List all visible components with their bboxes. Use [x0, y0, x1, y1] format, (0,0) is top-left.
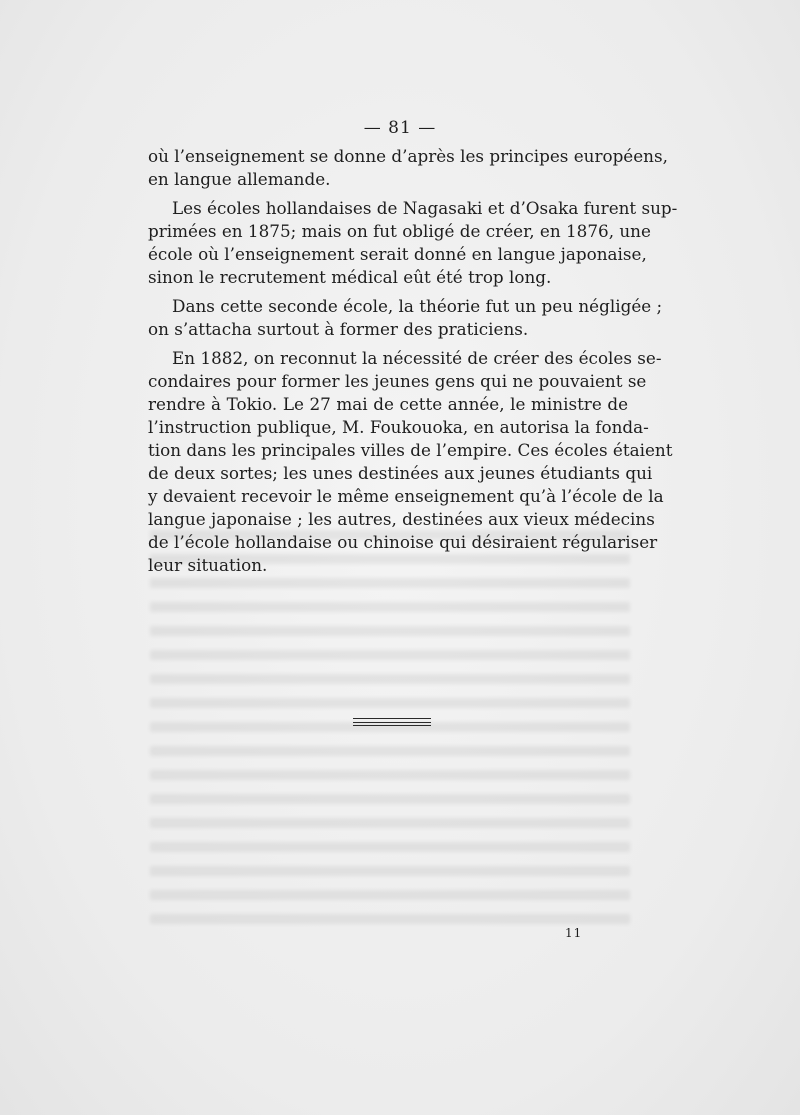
text-line: rendre à Tokio. Le 27 mai de cette année, le ministre de [148, 394, 628, 414]
paragraph [148, 197, 678, 289]
text-line: école où l’enseignement serait donné en langue japonaise, [148, 244, 647, 264]
text-line: de l’école hollandaise ou chinoise qui désiraient régulariser [148, 532, 658, 552]
text-line: on s’attacha surtout à former des praticiens. [148, 319, 529, 339]
signature-mark: 11 [565, 926, 583, 940]
text-line: où l’enseignement se donne d’après les principes européens, [148, 146, 668, 166]
body-text [148, 145, 678, 583]
end-rule-bottom [353, 725, 431, 726]
text-line: primées en 1875; mais on fut obligé de créer, en 1876, une [148, 221, 651, 241]
paragraph [148, 145, 668, 191]
bleed-through-shadow [148, 530, 658, 930]
paragraph [148, 295, 663, 341]
text-line: En 1882, on reconnut la nécessité de créer des écoles se- [172, 348, 662, 368]
text-line: sinon le recrutement médical eût été trop long. [148, 267, 552, 287]
text-line: l’instruction publique, M. Foukouoka, en autorisa la fonda- [148, 417, 649, 437]
text-line: tion dans les principales villes de l’empire. Ces écoles étaient [148, 440, 673, 460]
text-line: Les écoles hollandaises de Nagasaki et d’Osaka furent sup- [172, 198, 678, 218]
paragraph [148, 347, 673, 577]
text-line: condaires pour former les jeunes gens qui ne pouvaient se [148, 371, 647, 391]
text-line: langue japonaise ; les autres, destinées aux vieux médecins [148, 509, 655, 529]
text-line: en langue allemande. [148, 169, 331, 189]
text-line: Dans cette seconde école, la théorie fut un peu négligée ; [172, 296, 663, 316]
text-line: de deux sortes; les unes destinées aux jeunes étudiants qui [148, 463, 653, 483]
text-line: leur situation. [148, 555, 268, 575]
text-line: y devaient recevoir le même enseignement qu’à l’école de la [148, 486, 664, 506]
end-rule-middle [353, 722, 431, 723]
page-number: — 81 — [363, 118, 437, 138]
end-rule-top [353, 718, 431, 719]
